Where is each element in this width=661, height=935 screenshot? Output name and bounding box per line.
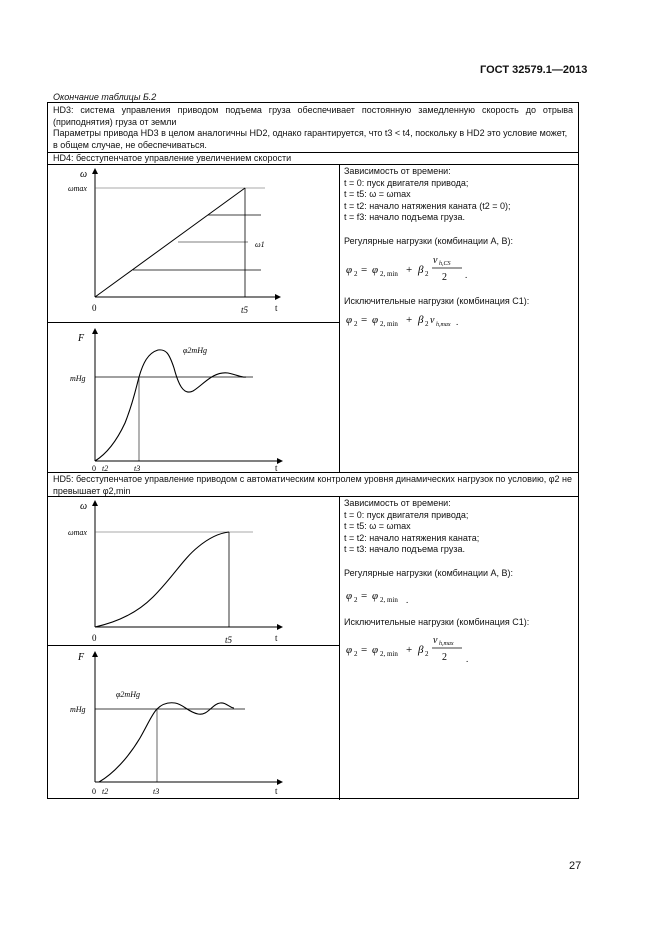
svg-text:=: = bbox=[361, 264, 368, 276]
y-tick: mHg bbox=[70, 374, 86, 383]
dep-item: t = t3: начало подъема груза. bbox=[344, 544, 465, 554]
svg-text:=: = bbox=[361, 590, 368, 602]
svg-text:v: v bbox=[433, 255, 438, 266]
svg-text:.: . bbox=[456, 317, 459, 327]
omega-ramp bbox=[95, 188, 245, 297]
standard-header: ГОСТ 32579.1—2013 bbox=[480, 64, 588, 76]
dep-item: t = 0: пуск двигателя привода; bbox=[344, 509, 469, 520]
svg-text:2, min: 2, min bbox=[380, 596, 398, 604]
hd5-regular-formula bbox=[344, 585, 524, 607]
hd4-force-graph bbox=[48, 323, 339, 473]
t2-label: t2 bbox=[102, 464, 109, 473]
dep-item: t = f3: начало подъема груза. bbox=[344, 212, 465, 222]
hd5-description bbox=[344, 498, 513, 579]
origin: 0 bbox=[92, 633, 97, 643]
x-label: t bbox=[275, 463, 278, 473]
y-tick: ωmax bbox=[68, 528, 87, 537]
svg-text:φ: φ bbox=[372, 314, 379, 326]
force-curve bbox=[99, 703, 234, 782]
hd4-description bbox=[344, 166, 513, 247]
svg-text:2: 2 bbox=[354, 596, 358, 604]
svg-text:2: 2 bbox=[442, 272, 447, 283]
svg-text:2, min: 2, min bbox=[380, 320, 398, 328]
svg-text:2: 2 bbox=[425, 320, 429, 328]
svg-text:2: 2 bbox=[354, 270, 358, 278]
column-divider bbox=[339, 165, 340, 472]
omega-curve bbox=[95, 532, 229, 627]
y-label: F bbox=[78, 333, 85, 344]
svg-text:=: = bbox=[361, 644, 368, 656]
svg-text:β: β bbox=[418, 264, 424, 276]
svg-text:φ: φ bbox=[372, 644, 379, 656]
table-b2 bbox=[47, 102, 579, 799]
y-label: F bbox=[78, 652, 85, 663]
svg-text:φ: φ bbox=[372, 590, 379, 602]
svg-text:h,CS: h,CS bbox=[439, 261, 451, 267]
column-divider bbox=[339, 497, 340, 800]
svg-text:h,max: h,max bbox=[439, 641, 454, 647]
dep-title: Зависимость от времени: bbox=[344, 498, 451, 508]
svg-text:=: = bbox=[361, 314, 368, 326]
hd5-title-row bbox=[48, 473, 578, 497]
hd4-title: HD4: бесступенчатое управление увеличением скорости bbox=[53, 153, 292, 163]
dep-item: t = t2: начало натяжения каната; bbox=[344, 532, 480, 543]
hd5-exceptional-formula bbox=[344, 631, 524, 667]
t3-label: t3 bbox=[134, 464, 141, 473]
hd5-body bbox=[48, 497, 578, 800]
hd4-exceptional-formula bbox=[344, 305, 524, 331]
svg-text:+: + bbox=[406, 264, 413, 276]
t3-label: t3 bbox=[153, 787, 160, 796]
hd5-title: HD5: бесступенчатое управление приводом с автоматическим контролем уровня динамических нагрузок по условию, φ2 не превышает φ2,min bbox=[53, 474, 573, 496]
y-label: ω bbox=[80, 501, 88, 512]
svg-text:φ: φ bbox=[346, 590, 353, 602]
svg-text:2: 2 bbox=[354, 320, 358, 328]
svg-text:+: + bbox=[406, 644, 413, 656]
x-label: t bbox=[275, 633, 278, 643]
page-number: 27 bbox=[569, 860, 582, 872]
t2-label: t2 bbox=[102, 787, 109, 796]
regular-title: Регулярные нагрузки (комбинации А, В): bbox=[344, 567, 514, 578]
svg-text:φ: φ bbox=[346, 264, 353, 276]
svg-text:2: 2 bbox=[425, 650, 429, 658]
x-label: t bbox=[275, 786, 278, 796]
y-tick: mHg bbox=[70, 705, 86, 714]
hd3-line2: Параметры привода HD3 в целом аналогичны HD2, однако гарантируется, что t3 < t4, поскольку в HD2 это условие может, в общем случае, не обеспечиваться. bbox=[53, 128, 568, 150]
hd3-line1: HD3: система управления приводом подъема груза обеспечивает постоянную замедленную скорость до отрыва (приподнятия) груза от земли bbox=[53, 105, 573, 127]
hd3-row bbox=[48, 103, 578, 153]
origin: 0 bbox=[92, 303, 97, 313]
hd5-force-graph bbox=[48, 646, 339, 800]
svg-text:+: + bbox=[406, 314, 413, 326]
hd5-omega-graph bbox=[48, 497, 339, 645]
dep-item: t = 0: пуск двигателя привода; bbox=[344, 177, 469, 188]
origin: 0 bbox=[92, 464, 96, 473]
svg-text:v: v bbox=[433, 635, 438, 646]
force-curve bbox=[95, 350, 246, 461]
svg-text:.: . bbox=[466, 654, 469, 664]
svg-text:2: 2 bbox=[425, 270, 429, 278]
svg-text:φ: φ bbox=[372, 264, 379, 276]
exceptional-title: Исключительные нагрузки (комбинация С1): bbox=[344, 296, 530, 306]
origin: 0 bbox=[92, 787, 96, 796]
curve-label: φ2mHg bbox=[116, 690, 140, 699]
curve-label: ω1 bbox=[255, 240, 265, 249]
svg-text:φ: φ bbox=[346, 314, 353, 326]
hd4-title-row bbox=[48, 153, 578, 165]
svg-text:2, min: 2, min bbox=[380, 650, 398, 658]
hd4-regular-formula bbox=[344, 251, 524, 285]
hd4-omega-graph bbox=[48, 165, 339, 322]
svg-text:2: 2 bbox=[442, 652, 447, 663]
dep-item: t = t5: ω = ωmax bbox=[344, 189, 411, 199]
curve-label: φ2mHg bbox=[183, 346, 207, 355]
table-caption: Окончание таблицы Б.2 bbox=[53, 92, 157, 102]
x-tick: t5 bbox=[225, 635, 233, 645]
dep-item: t = t5: ω = ωmax bbox=[344, 521, 411, 531]
svg-text:.: . bbox=[465, 270, 468, 280]
x-label: t bbox=[275, 303, 278, 313]
exceptional-title: Исключительные нагрузки (комбинация С1): bbox=[344, 617, 530, 627]
svg-text:β: β bbox=[418, 644, 424, 656]
svg-text:v: v bbox=[430, 315, 435, 326]
svg-text:φ: φ bbox=[346, 644, 353, 656]
regular-title: Регулярные нагрузки (комбинации А, В): bbox=[344, 235, 514, 246]
svg-text:2: 2 bbox=[354, 650, 358, 658]
svg-text:2, min: 2, min bbox=[380, 270, 398, 278]
dep-item: t = t2: начало натяжения каната (t2 = 0); bbox=[344, 200, 511, 211]
x-tick: t5 bbox=[241, 305, 249, 315]
svg-text:.: . bbox=[406, 595, 409, 605]
y-label: ω bbox=[80, 169, 88, 180]
hd4-body bbox=[48, 165, 578, 473]
svg-text:h,max: h,max bbox=[436, 322, 451, 328]
svg-text:β: β bbox=[418, 314, 424, 326]
dep-title: Зависимость от времени: bbox=[344, 166, 451, 176]
y-tick: ωmax bbox=[68, 184, 87, 193]
